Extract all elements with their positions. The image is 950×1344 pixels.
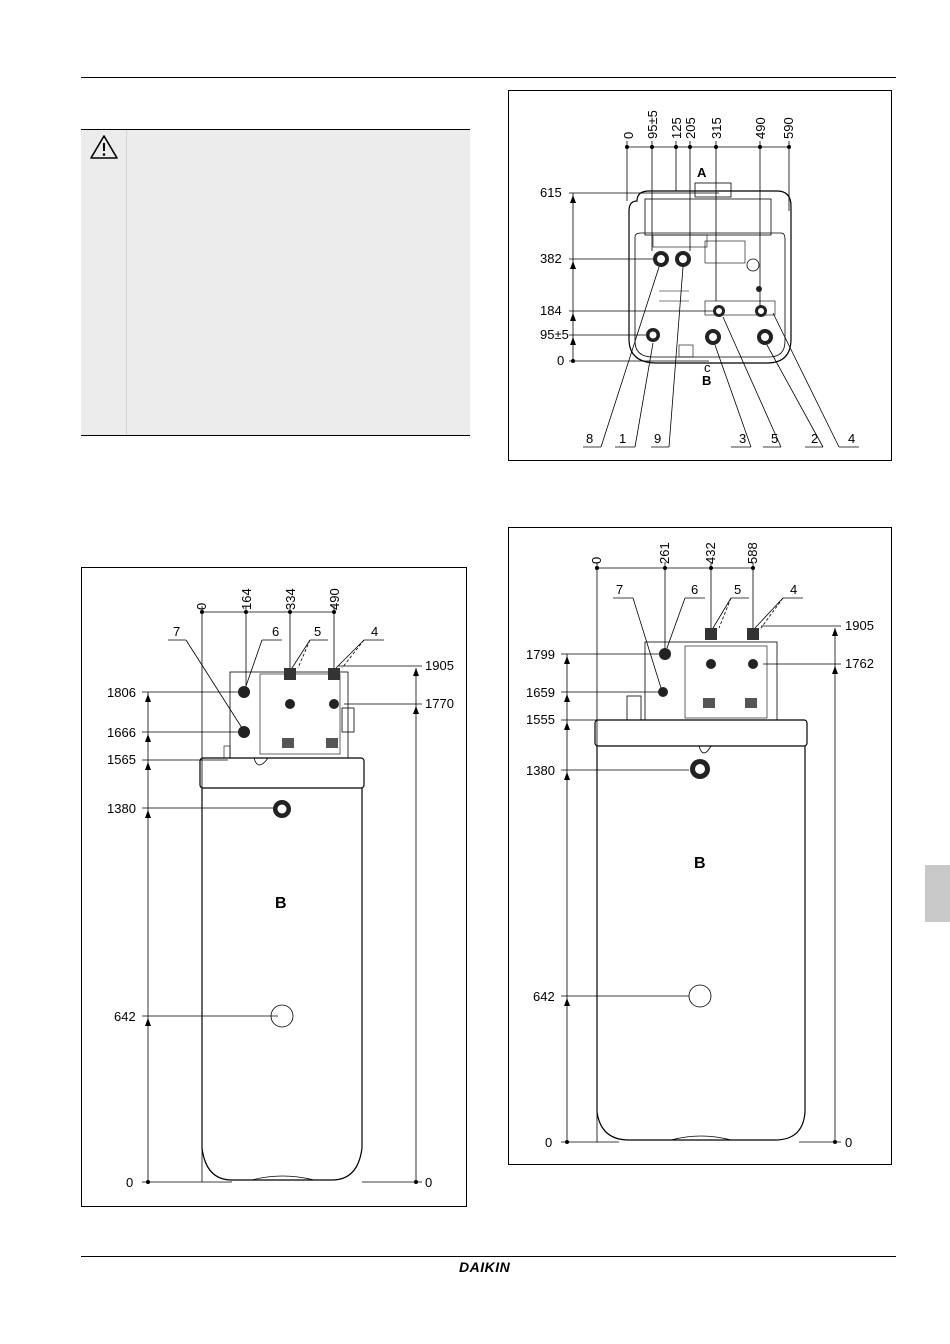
left-x-label: 0 bbox=[194, 602, 209, 610]
left-height-label: 1565 bbox=[107, 752, 136, 767]
brand-logo: DAIKIN bbox=[459, 1259, 511, 1275]
top-y-label: 184 bbox=[540, 303, 562, 318]
header-rule bbox=[81, 77, 896, 78]
top-callout: 5 bbox=[771, 431, 779, 446]
left-height-label: 1555 bbox=[526, 712, 555, 727]
top-callout: 4 bbox=[848, 431, 856, 446]
left-x-label: 164 bbox=[239, 588, 254, 610]
left-height-label: 1666 bbox=[107, 725, 136, 740]
top-x-label: 125 bbox=[669, 117, 684, 139]
left-callout: 4 bbox=[371, 624, 379, 639]
right-x-label: 0 bbox=[589, 556, 604, 564]
right-height-label: 0 bbox=[425, 1175, 433, 1190]
right-callout: 7 bbox=[616, 582, 624, 597]
right-x-label: 588 bbox=[745, 542, 760, 564]
right-height-label: 1905 bbox=[425, 658, 454, 673]
top-letter-b: B bbox=[702, 373, 712, 388]
top-x-label: 590 bbox=[781, 117, 796, 139]
top-view-frame bbox=[508, 90, 892, 461]
top-x-label: 0 bbox=[621, 131, 636, 139]
top-callout: 3 bbox=[739, 431, 747, 446]
left-height-label: 0 bbox=[545, 1135, 553, 1150]
warning-box bbox=[81, 129, 470, 436]
top-letter-a: A bbox=[697, 165, 707, 180]
top-y-label: 615 bbox=[540, 185, 562, 200]
warning-triangle-icon bbox=[89, 134, 119, 160]
left-height-label: 642 bbox=[114, 1009, 136, 1024]
left-callout: 6 bbox=[272, 624, 280, 639]
top-y-label: 382 bbox=[540, 251, 562, 266]
left-height-label: 642 bbox=[533, 989, 555, 1004]
right-height-label: 1905 bbox=[845, 618, 874, 633]
top-callout: 2 bbox=[811, 431, 819, 446]
top-small-text: c bbox=[704, 360, 711, 375]
top-x-label: 205 bbox=[683, 117, 698, 139]
left-height-label: 1380 bbox=[526, 763, 555, 778]
right-height-label: 1762 bbox=[845, 656, 874, 671]
top-y-label: 95±5 bbox=[540, 327, 569, 342]
warning-separator bbox=[126, 130, 127, 435]
right-callout: 6 bbox=[691, 582, 699, 597]
left-height-label: 1806 bbox=[107, 685, 136, 700]
right-view-frame bbox=[508, 527, 892, 1165]
left-x-label: 490 bbox=[327, 588, 342, 610]
right-letter-b: B bbox=[694, 855, 706, 872]
footer-rule bbox=[81, 1256, 896, 1257]
top-x-label: 315 bbox=[709, 117, 724, 139]
left-view-diagram bbox=[82, 568, 468, 1208]
top-y-label: 0 bbox=[557, 353, 565, 368]
top-view-diagram bbox=[509, 91, 893, 462]
left-view-frame bbox=[81, 567, 467, 1207]
right-x-label: 432 bbox=[703, 542, 718, 564]
right-view-diagram bbox=[509, 528, 893, 1166]
top-callout: 8 bbox=[586, 431, 594, 446]
left-callout: 5 bbox=[314, 624, 322, 639]
left-height-label: 1659 bbox=[526, 685, 555, 700]
right-callout: 4 bbox=[790, 582, 798, 597]
right-callout: 5 bbox=[734, 582, 742, 597]
top-callout: 9 bbox=[654, 431, 662, 446]
left-height-label: 1799 bbox=[526, 647, 555, 662]
top-x-label: 95±5 bbox=[645, 110, 660, 139]
top-x-label: 490 bbox=[753, 117, 768, 139]
left-height-label: 0 bbox=[126, 1175, 134, 1190]
chapter-tab bbox=[925, 865, 950, 922]
right-height-label: 1770 bbox=[425, 696, 454, 711]
left-height-label: 1380 bbox=[107, 801, 136, 816]
left-callout: 7 bbox=[173, 624, 181, 639]
top-callout: 1 bbox=[619, 431, 627, 446]
left-x-label: 334 bbox=[283, 588, 298, 610]
right-x-label: 261 bbox=[657, 542, 672, 564]
right-height-label: 0 bbox=[845, 1135, 853, 1150]
left-letter-b: B bbox=[275, 895, 287, 912]
